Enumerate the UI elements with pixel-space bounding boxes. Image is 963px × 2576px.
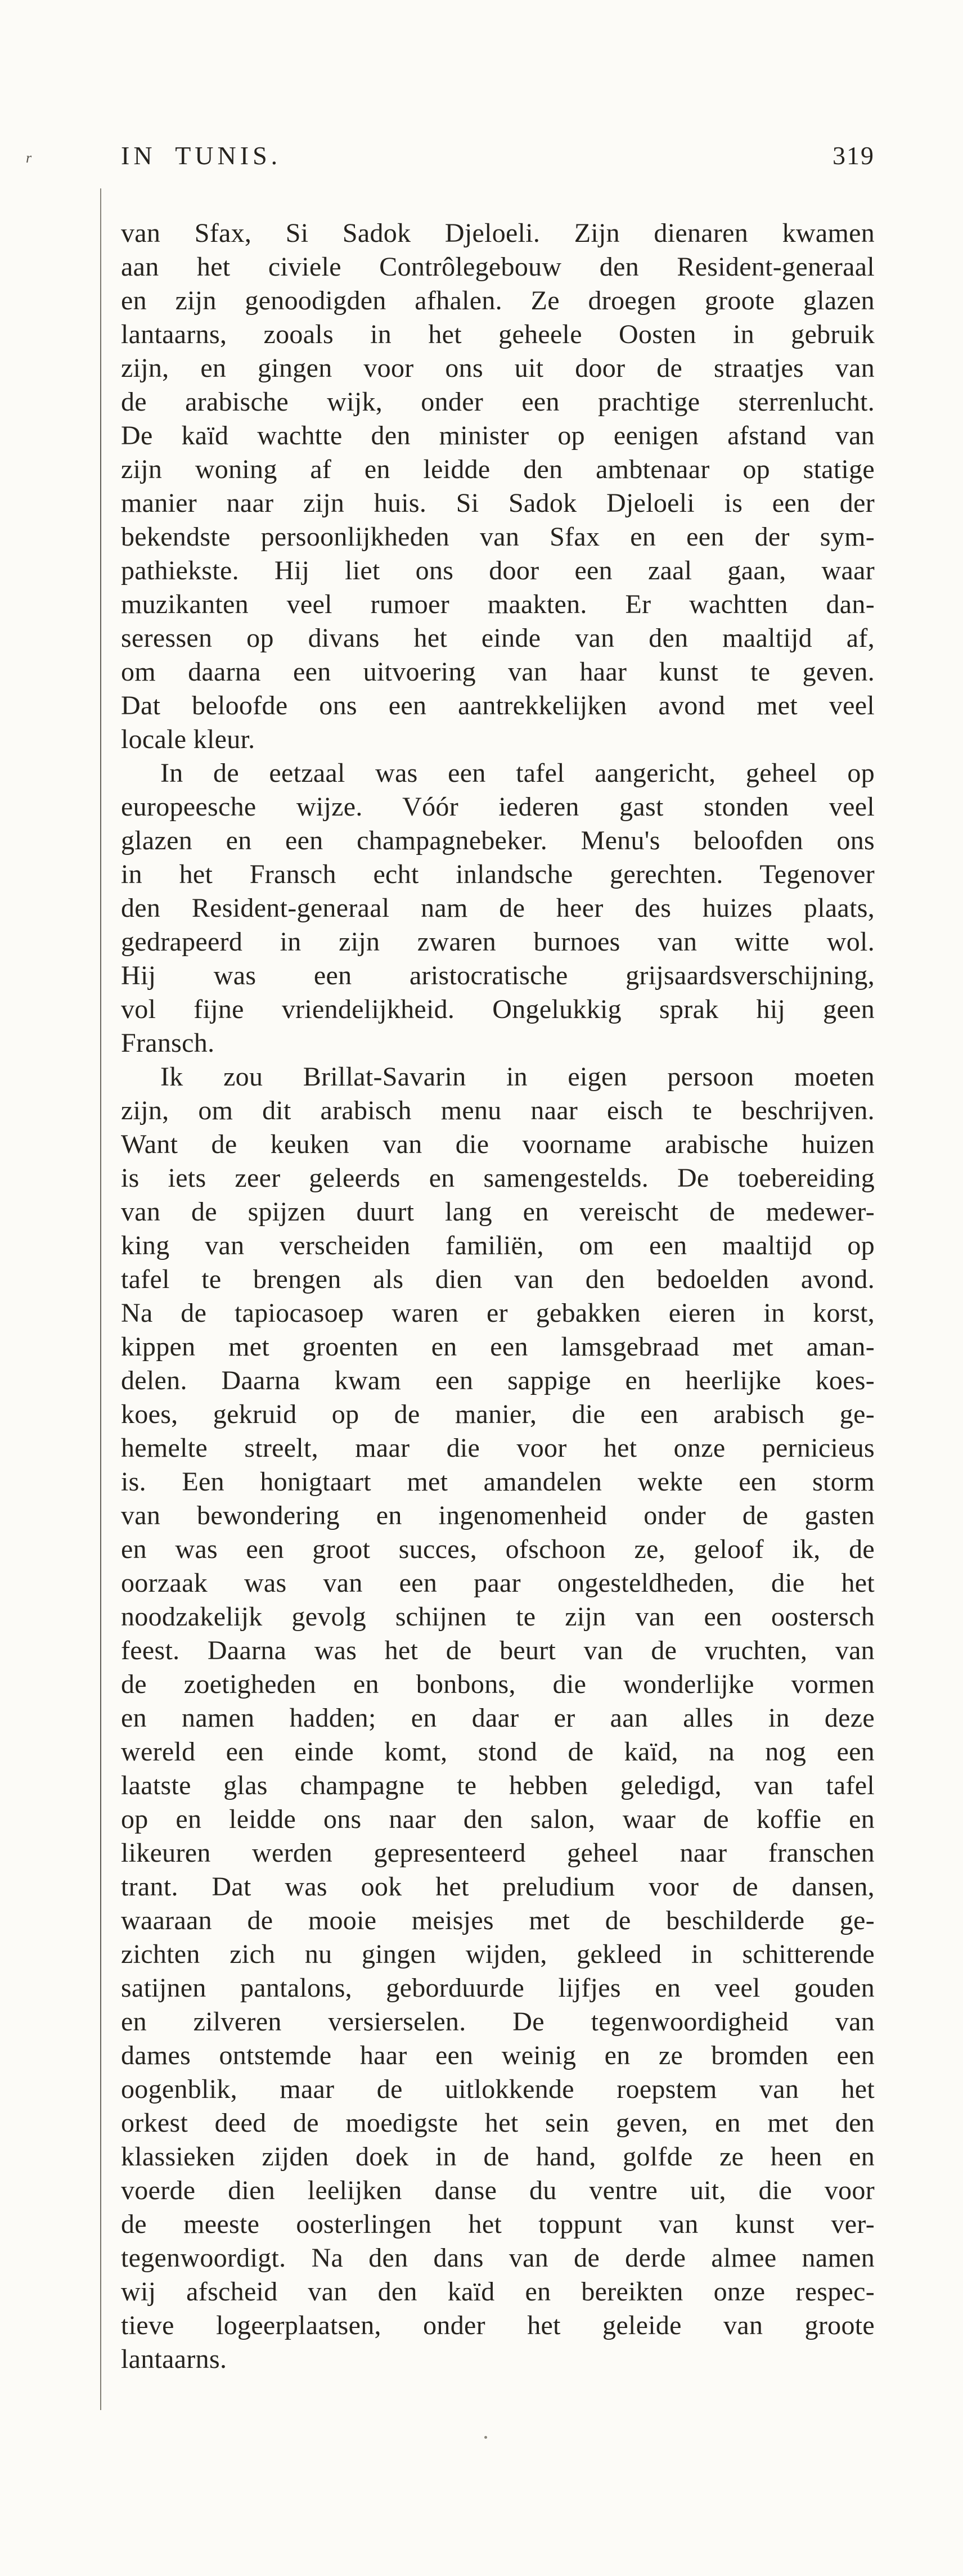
page-fold-line: [100, 188, 101, 2410]
text-line: oorzaak was van een paar ongesteldheden, die het: [121, 1568, 875, 1598]
text-line: laatste glas champagne te hebben geledigd, van tafel: [121, 1771, 875, 1800]
text-line: Ik zou Brillat-Savarin in eigen persoon moeten: [160, 1062, 875, 1092]
text-line: is. Een honigtaart met amandelen wekte een storm: [121, 1467, 875, 1497]
text-line: en zijn genoodigden afhalen. Ze droegen groote glazen: [121, 286, 875, 316]
text-line: waaraan de mooie meisjes met de beschilderde ge-: [121, 1906, 875, 1935]
text-line: wereld een einde komt, stond de kaïd, na nog een: [121, 1737, 875, 1767]
text-line: Dat beloofde ons een aantrekkelijken avond met veel: [121, 691, 875, 720]
text-line: Fransch.: [121, 1028, 215, 1058]
text-line: manier naar zijn huis. Si Sadok Djeloeli is een der: [121, 488, 875, 518]
ink-speck: [484, 2436, 487, 2439]
text-line: op en leidde ons naar den salon, waar de koffie en: [121, 1804, 875, 1834]
text-line: tegenwoordigt. Na den dans van de derde almee namen: [121, 2243, 875, 2273]
text-line: Na de tapiocasoep waren er gebakken eieren in korst,: [121, 1298, 875, 1328]
text-line: lantaarns.: [121, 2344, 227, 2374]
page-header: [121, 141, 875, 170]
text-line: tafel te brengen als dien van den bedoelden avond.: [121, 1264, 875, 1294]
text-line: oogenblik, maar de uitlokkende roepstem van het: [121, 2074, 875, 2104]
text-line: klassieken zijden doek in de hand, golfde ze heen en: [121, 2142, 875, 2172]
text-line: en was een groot succes, ofschoon ze, geloof ik, de: [121, 1534, 875, 1564]
text-line: zijn woning af en leidde den ambtenaar op statige: [121, 454, 875, 484]
text-line: de zoetigheden en bonbons, die wonderlijke vormen: [121, 1669, 875, 1699]
text-line: glazen en een champagnebeker. Menu's beloofden ons: [121, 826, 875, 855]
text-line: zijn, om dit arabisch menu naar eisch te beschrijven.: [121, 1096, 875, 1125]
text-line: likeuren werden gepresenteerd geheel naar franschen: [121, 1838, 875, 1868]
text-line: wij afscheid van den kaïd en bereikten onze respec-: [121, 2277, 875, 2307]
text-line: feest. Daarna was het de beurt van de vruchten, van: [121, 1636, 875, 1665]
text-line: de meeste oosterlingen het toppunt van kunst ver-: [121, 2209, 875, 2239]
text-line: zijn, en gingen voor ons uit door de straatjes van: [121, 353, 875, 383]
text-line: aan het civiele Contrôlegebouw den Resident-generaal: [121, 252, 875, 282]
text-line: vol fijne vriendelijkheid. Ongelukkig sprak hij geen: [121, 994, 875, 1024]
text-line: van de spijzen duurt lang en vereischt de medewer-: [121, 1197, 875, 1227]
text-line: muzikanten veel rumoer maakten. Er wachtten dan-: [121, 589, 875, 619]
text-line: is iets zeer geleerds en samengestelds. De toebereiding: [121, 1163, 875, 1193]
text-line: van Sfax, Si Sadok Djeloeli. Zijn dienaren kwamen: [121, 218, 875, 248]
running-title: IN TUNIS.: [121, 141, 282, 170]
text-line: pathiekste. Hij liet ons door een zaal gaan, waar: [121, 556, 875, 586]
margin-mark: r: [26, 150, 32, 166]
text-line: trant. Dat was ook het preludium voor de dansen,: [121, 1872, 875, 1902]
text-line: orkest deed de moedigste het sein geven, en met den: [121, 2108, 875, 2138]
text-line: lantaarns, zooals in het geheele Oosten in gebruik: [121, 319, 875, 349]
text-line: koes, gekruid op de manier, die een arabisch ge-: [121, 1399, 875, 1429]
page-body: [121, 217, 875, 2376]
text-line: Want de keuken van die voorname arabische huizen: [121, 1129, 875, 1159]
text-line: in het Fransch echt inlandsche gerechten. Tegenover: [121, 859, 875, 889]
text-line: den Resident-generaal nam de heer des huizes plaats,: [121, 893, 875, 923]
text-line: satijnen pantalons, geborduurde lijfjes en veel gouden: [121, 1973, 875, 2003]
text-line: hemelte streelt, maar die voor het onze pernicieus: [121, 1433, 875, 1463]
text-line: locale kleur.: [121, 724, 255, 754]
text-line: om daarna een uitvoering van haar kunst te geven.: [121, 657, 875, 687]
text-line: delen. Daarna kwam een sappige en heerlijke koes-: [121, 1366, 875, 1395]
text-line: bekendste persoonlijkheden van Sfax en een der sym-: [121, 522, 875, 552]
text-line: noodzakelijk gevolg schijnen te zijn van een oostersch: [121, 1602, 875, 1632]
text-line: europeesche wijze. Vóór iederen gast stonden veel: [121, 792, 875, 822]
text-line: Hij was een aristocratische grijsaardsverschijning,: [121, 961, 875, 990]
text-line: en zilveren versierselen. De tegenwoordigheid van: [121, 2007, 875, 2037]
text-line: zichten zich nu gingen wijden, gekleed in schitterende: [121, 1939, 875, 1969]
text-line: kippen met groenten en een lamsgebraad met aman-: [121, 1332, 875, 1362]
text-line: voerde dien leelijken danse du ventre uit, die voor: [121, 2176, 875, 2205]
text-line: de arabische wijk, onder een prachtige sterrenlucht.: [121, 387, 875, 417]
text-line: In de eetzaal was een tafel aangericht, geheel op: [160, 758, 875, 788]
text-line: king van verscheiden familiën, om een maaltijd op: [121, 1231, 875, 1260]
page-number: 319: [832, 141, 875, 170]
text-line: dames ontstemde haar een weinig en ze bromden een: [121, 2041, 875, 2070]
text-line: tieve logeerplaatsen, onder het geleide van groote: [121, 2311, 875, 2340]
text-line: en namen hadden; en daar er aan alles in deze: [121, 1703, 875, 1733]
text-line: gedrapeerd in zijn zwaren burnoes van witte wol.: [121, 927, 875, 957]
text-line: seressen op divans het einde van den maaltijd af,: [121, 623, 875, 653]
text-line: De kaïd wachtte den minister op eenigen afstand van: [121, 421, 875, 451]
text-line: van bewondering en ingenomenheid onder de gasten: [121, 1501, 875, 1530]
